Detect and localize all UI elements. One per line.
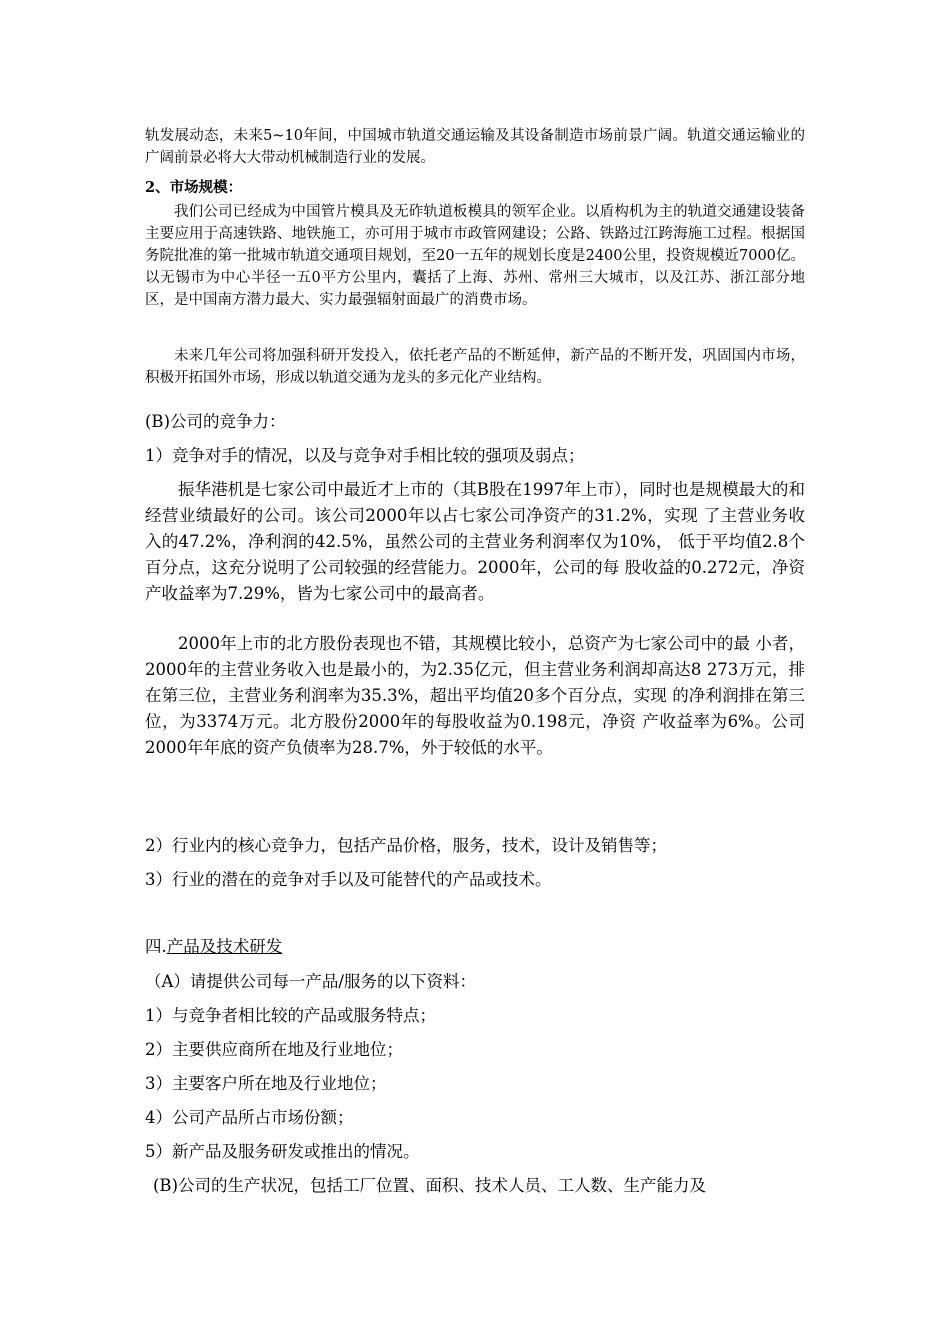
competitor-item-2: 2）行业内的核心竞争力，包括产品价格，服务，技术，设计及销售等； [145,836,667,855]
section-a-heading: （A）请提供公司每一产品/服务的以下资料： [145,972,476,991]
section-a-item-4: 4）公司产品所占市场份额； [145,1108,354,1127]
competitiveness-heading: (B)公司的竞争力： [145,412,286,431]
section-a-item-1: 1）与竞争者相比较的产品或服务特点； [145,1006,436,1025]
market-size-paragraph-2: 未来几年公司将加强科研开发投入，依托老产品的不断延伸，新产品的不断开发，巩固国内市场，积极开拓国外市场，形成以轨道交通为龙头的多元化产业结构。 [145,348,805,386]
intro-paragraph: 轨发展动态，未来5~10年间，中国城市轨道交通运输及其设备制造市场前景广阔。轨道交通运输业的广阔前景必将大大带动机械制造行业的发展。 [145,128,805,166]
beifang-paragraph: 2000年上市的北方股份表现也不错，其规模比较小，总资产为七家公司中的最 小者，2000年的主营业务收入也是最小的，为2.35亿元，但主营业务利润却高达8 273万元，排在第三位，主营业务利润率为35.3%，超出平均值20多个百分点，实现 的净利润排在第三位，为3374万元。北方股份2000年的每股收益为0.198元，净资 产收益率为6%。公司2000年年底的资产负债率为28.7%，外于较低的水平。 [145,634,805,757]
competitor-item-1: 1）竞争对手的情况，以及与竞争对手相比较的强项及弱点； [145,446,585,465]
section-b-heading: (B)公司的生产状况，包括工厂位置、面积、技术人员、工人数、生产能力及 [153,1176,706,1195]
section-4-title: 产品及技术研发 [166,937,283,956]
section-4-heading [145,934,805,960]
competitor-item-3: 3）行业的潜在的竞争对手以及可能替代的产品或技术。 [145,870,552,889]
market-size-paragraph-1: 我们公司已经成为中国管片模具及无砟轨道板模具的领军企业。以盾构机为主的轨道交通建设装备主要应用于高速铁路、地铁施工，亦可用于城市市政管网建设；公路、铁路过江跨海施工过程。根据国务院批准的第一批城市轨道交通项目规划，至20一五年的规划长度是2400公里，投资规模近7000亿。以无锡市为中心半径一五0平方公里内，囊括了上海、苏州、常州三大城市，以及江苏、浙江部分地区，是中国南方潜力最大、实力最强辐射面最广的消费市场。 [145,204,805,308]
section-4-number: 四. [145,937,167,956]
section-a-item-2: 2）主要供应商所在地及行业地位； [145,1040,403,1059]
zhenhua-paragraph: 振华港机是七家公司中最近才上市的（其B股在1997年上市），同时也是规模最大的和经营业绩最好的公司。该公司2000年以占七家公司净资产的31.2%，实现 了主营业务收入的47.2%，净利润的42.5%，虽然公司的主营业务利润率仅为10%， 低于平均值2.8个百分点，这充分说明了公司较强的经营能力。2000年，公司的每 股收益的0.272元，净资产收益率为7.29%，皆为七家公司中的最高者。 [145,480,805,603]
market-size-heading: 2、市场规模： [145,179,243,196]
section-a-item-3: 3）主要客户所在地及行业地位； [145,1074,387,1093]
section-a-item-5: 5）新产品及服务研发或推出的情况。 [145,1142,420,1161]
